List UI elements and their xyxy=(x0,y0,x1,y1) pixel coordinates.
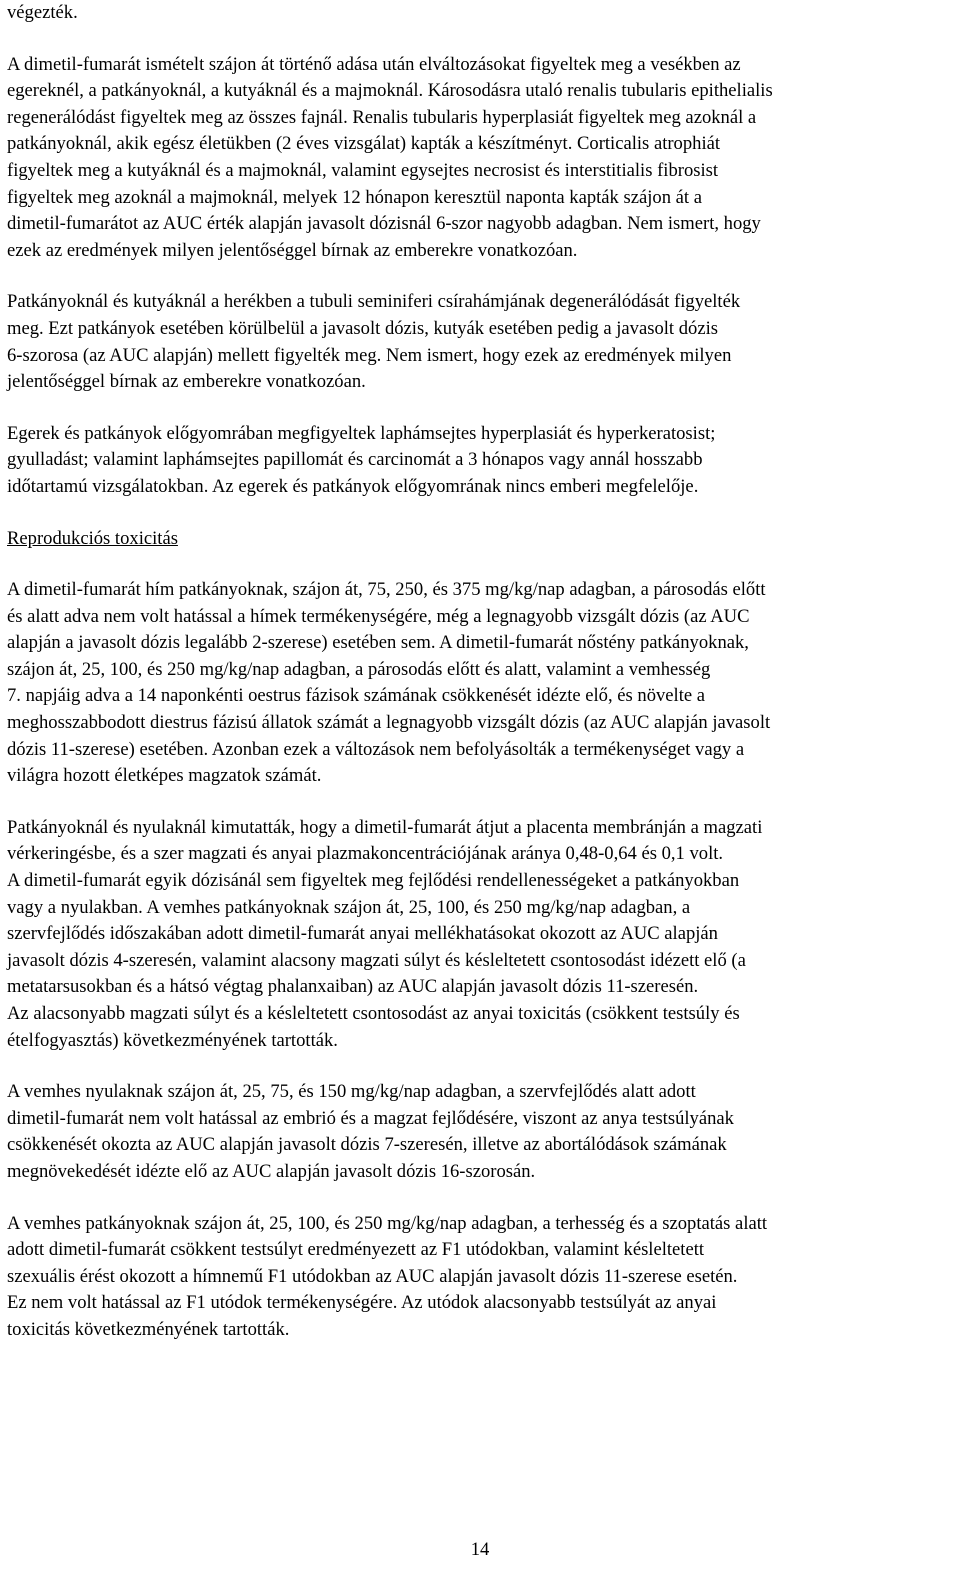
text-line: csökkenését okozta az AUC alapján javasolt dózis 7-szeresén, illetve az abortálódások számának xyxy=(7,1134,727,1156)
text-line: figyeltek meg a kutyáknál és a majmoknál, valamint egysejtes necrosist és interstitialis fibrosist xyxy=(7,159,719,181)
text-line: A vemhes patkányoknak szájon át, 25, 100, és 250 mg/kg/nap adagban, a terhesség és a szoptatás alatt xyxy=(7,1212,768,1234)
text-line: meghosszabbodott diestrus fázisú állatok számát a legnagyobb vizsgált dózis (az AUC alapján javasolt xyxy=(7,712,771,734)
text-line: figyeltek meg azoknál a majmoknál, melyek 12 hónapon keresztül naponta kapták szájon át a xyxy=(7,186,702,208)
text-line: Ez nem volt hatással az F1 utódok termékenységére. Az utódok alacsonyabb testsúlyát az anyai xyxy=(7,1292,717,1314)
text-line: megnövekedését idézte elő az AUC alapján javasolt dózis 16-szorosán. xyxy=(7,1160,536,1182)
text-line: jelentőséggel bírnak az emberekre vonatkozóan. xyxy=(7,371,366,393)
text-line: dimetil-fumarát nem volt hatással az embrió és a magzat fejlődésére, viszont az anya testsúlyának xyxy=(7,1107,734,1129)
text-line: Az alacsonyabb magzati súlyt és a késleltetett csontosodást az anyai toxicitás (csökkent testsúly és xyxy=(7,1003,740,1024)
text-line: patkányoknál, akik egész életükben (2 éves vizsgálat) kapták a készítményt. Corticalis atrophiát xyxy=(7,133,721,155)
paragraph-placental-transfer xyxy=(7,815,953,1054)
text-line: szexuális érést okozott a hímnemű F1 utódokban az AUC alapján javasolt dózis 11-szerese esetén. xyxy=(7,1265,738,1287)
text-line: 6-szorosa (az AUC alapján) mellett figyelték meg. Nem ismert, hogy ezek az eredmények milyen xyxy=(7,344,732,366)
text-line: meg. Ezt patkányok esetében körülbelül a javasolt dózis, kutyák esetében pedig a javasolt dózis xyxy=(7,317,718,339)
text-line: toxicitás következményének tartották. xyxy=(7,1318,290,1340)
text-line: időtartamú vizsgálatokban. Az egerek és patkányok előgyomrának nincs emberi megfelelője. xyxy=(7,475,699,497)
text-line: 7. napjáig adva a 14 naponkénti oestrus fázisok számának csökkenését idézte elő, és növelte a xyxy=(7,685,706,707)
intro-line: végezték. xyxy=(7,2,78,23)
paragraph-forestomach-findings xyxy=(7,421,953,501)
text-line: Patkányoknál és nyulaknál kimutatták, hogy a dimetil-fumarát átjut a placenta membránján a magzati xyxy=(7,816,763,838)
text-line: Egerek és patkányok előgyomrában megfigyeltek laphámsejtes hyperplasiát és hyperkeratosist; xyxy=(7,422,716,444)
text-line: Patkányoknál és kutyáknál a herékben a tubuli seminiferi csírahámjának degenerálódását figyelték xyxy=(7,291,741,313)
text-line: ételfogyasztás) következményének tartották. xyxy=(7,1029,338,1051)
text-line: dimetil-fumarátot az AUC érték alapján javasolt dózisnál 6-szor nagyobb adagban. Nem ismert, hogy xyxy=(7,213,761,235)
paragraph-testicular-findings xyxy=(7,289,953,395)
text-line: A vemhes nyulaknak szájon át, 25, 75, és 150 mg/kg/nap adagban, a szervfejlődés alatt adott xyxy=(7,1081,696,1103)
paragraph-rabbits xyxy=(7,1079,953,1185)
text-line: javasolt dózis 4-szeresén, valamint alacsony magzati súlyt és késleltetett csontosodást idézett elő (a xyxy=(7,949,746,971)
text-line: metatarsusokban és a hátsó végtag phalanxaiban) az AUC alapján javasolt dózis 11-szeresén. xyxy=(7,976,699,998)
paragraph-fertility xyxy=(7,577,953,790)
text-line: A dimetil-fumarát hím patkányoknak, szájon át, 75, 250, és 375 mg/kg/nap adagban, a párosodás előtt xyxy=(7,579,766,601)
text-line: egereknél, a patkányoknál, a kutyáknál és a majmoknál. Károsodásra utaló renalis tubularis epithelialis xyxy=(7,80,773,102)
text-line: világra hozott életképes magzatok számát. xyxy=(7,765,322,787)
text-line: A dimetil-fumarát egyik dózisánál sem figyeltek meg fejlődési rendellenességeket a patkányokban xyxy=(7,870,740,892)
document-page xyxy=(7,0,953,1344)
text-line: A dimetil-fumarát ismételt szájon át történő adása után elváltozásokat figyeltek meg a vesékben az xyxy=(7,53,741,75)
paragraph-offspring xyxy=(7,1211,953,1344)
text-line: szájon át, 25, 100, és 250 mg/kg/nap adagban, a párosodás előtt és alatt, valamint a vemhesség xyxy=(7,658,711,680)
text-line: alapján a javasolt dózis legalább 2-szerese) esetében sem. A dimetil-fumarát nőstény patkányoknak, xyxy=(7,632,749,654)
text-line: vérkeringésbe, és a szer magzati és anyai plazmakoncentrációjának aránya 0,48-0,64 és 0,1 volt. xyxy=(7,843,724,865)
text-line: vagy a nyulakban. A vemhes patkányoknak szájon át, 25, 100, és 250 mg/kg/nap adagban, a xyxy=(7,896,691,918)
paragraph-renal-findings xyxy=(7,52,953,265)
text-line: adott dimetil-fumarát csökkent testsúlyt eredményezett az F1 utódokban, valamint késleltetett xyxy=(7,1239,705,1261)
text-line: regenerálódást figyeltek meg az összes fajnál. Renalis tubularis hyperplasiát figyeltek meg azoknál a xyxy=(7,106,757,128)
section-heading: Reprodukciós toxicitás xyxy=(7,527,178,549)
page-number: 14 xyxy=(470,1539,490,1560)
text-line: ezek az eredmények milyen jelentőséggel bírnak az emberekre vonatkozóan. xyxy=(7,239,578,261)
text-line: szervfejlődés időszakában adott dimetil-fumarát anyai mellékhatásokat okozott az AUC alapján xyxy=(7,923,718,945)
text-line: és alatt adva nem volt hatással a hímek termékenységére, még a legnagyobb vizsgált dózis (az AUC xyxy=(7,605,750,627)
text-line: gyulladást; valamint laphámsejtes papillomát és carcinomát a 3 hónapos vagy annál hosszabb xyxy=(7,449,703,471)
text-line: dózis 11-szerese) esetében. Azonban ezek a változások nem befolyásolták a termékenységet vagy a xyxy=(7,738,745,760)
